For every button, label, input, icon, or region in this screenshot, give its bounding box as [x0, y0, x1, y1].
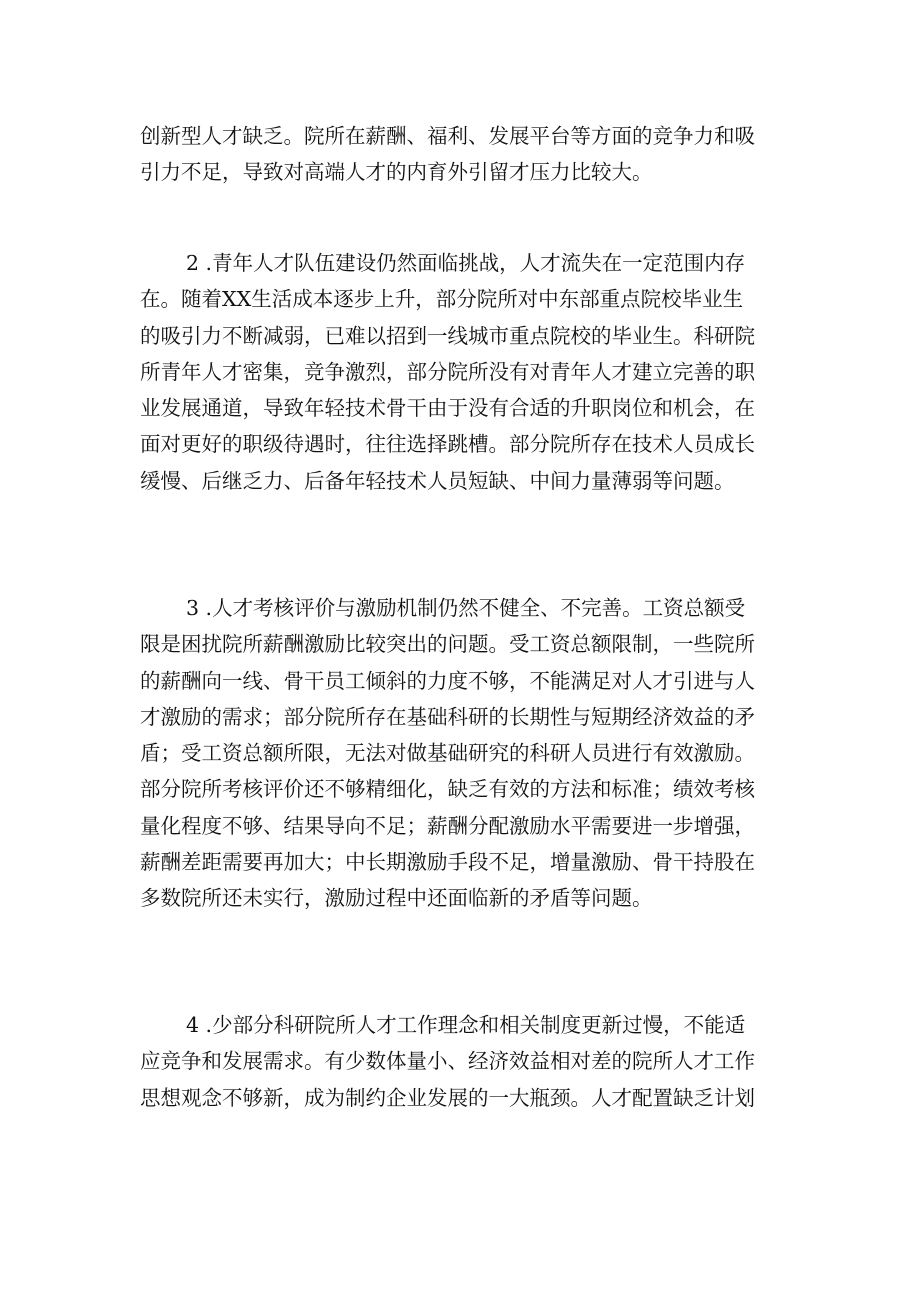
paragraph-line: 引力不足，导致对高端人才的内育外引留才压力比较大。: [140, 160, 653, 185]
paragraph-line: 薪酬差距需要再加大；中长期激励手段不足，增量激励、骨干持股在: [140, 850, 755, 875]
paragraph-talent-concept: [140, 1007, 800, 1116]
paragraph-line: 面对更好的职级待遇时，往往选择跳槽。部分院所存在技术人员成长: [140, 432, 755, 457]
paragraph-youth-talent: [140, 245, 800, 499]
paragraph-line: 4 .少部分科研院所人才工作理念和相关制度更新过慢，不能适: [186, 1013, 746, 1037]
paragraph-talent-shortage: [140, 118, 800, 191]
paragraph-line: 思想观念不够新，成为制约企业发展的一大瓶颈。人才配置缺乏计划: [140, 1085, 755, 1110]
paragraph-line: 的吸引力不断减弱，已难以招到一线城市重点院校的毕业生。科研院: [140, 323, 755, 348]
paragraph-evaluation-incentive: [140, 590, 800, 917]
paragraph-line: 量化程度不够、结果导向不足；薪酬分配激励水平需要进一步增强，: [140, 813, 755, 838]
paragraph-line: 业发展通道，导致年轻技术骨干由于没有合适的升职岗位和机会，在: [140, 396, 755, 421]
paragraph-line: 2 .青年人才队伍建设仍然面临挑战，人才流失在一定范围内存: [186, 251, 746, 275]
paragraph-line: 应竞争和发展需求。有少数体量小、经济效益相对差的院所人才工作: [140, 1049, 755, 1074]
paragraph-line: 盾；受工资总额所限，无法对做基础研究的科研人员进行有效激励。: [140, 741, 755, 766]
paragraph-line: 3 .人才考核评价与激励机制仍然不健全、不完善。工资总额受: [186, 596, 746, 620]
paragraph-line: 限是困扰院所薪酬激励比较突出的问题。受工资总额限制，一些院所: [140, 632, 755, 657]
paragraph-line: 多数院所还未实行，激励过程中还面临新的矛盾等问题。: [140, 886, 653, 911]
paragraph-line: 创新型人才缺乏。院所在薪酬、福利、发展平台等方面的竞争力和吸: [140, 124, 755, 148]
paragraph-line: 缓慢、后继乏力、后备年轻技术人员短缺、中间力量薄弱等问题。: [140, 468, 735, 493]
paragraph-line: 在。随着XX生活成本逐步上升，部分院所对中东部重点院校毕业生: [140, 287, 744, 312]
paragraph-line: 所青年人才密集，竞争激烈，部分院所没有对青年人才建立完善的职: [140, 359, 755, 384]
paragraph-line: 才激励的需求；部分院所存在基础科研的长期性与短期经济效益的矛: [140, 704, 755, 729]
paragraph-line: 的薪酬向一线、骨干员工倾斜的力度不够，不能满足对人才引进与人: [140, 668, 755, 693]
paragraph-line: 部分院所考核评价还不够精细化，缺乏有效的方法和标准；绩效考核: [140, 777, 755, 802]
